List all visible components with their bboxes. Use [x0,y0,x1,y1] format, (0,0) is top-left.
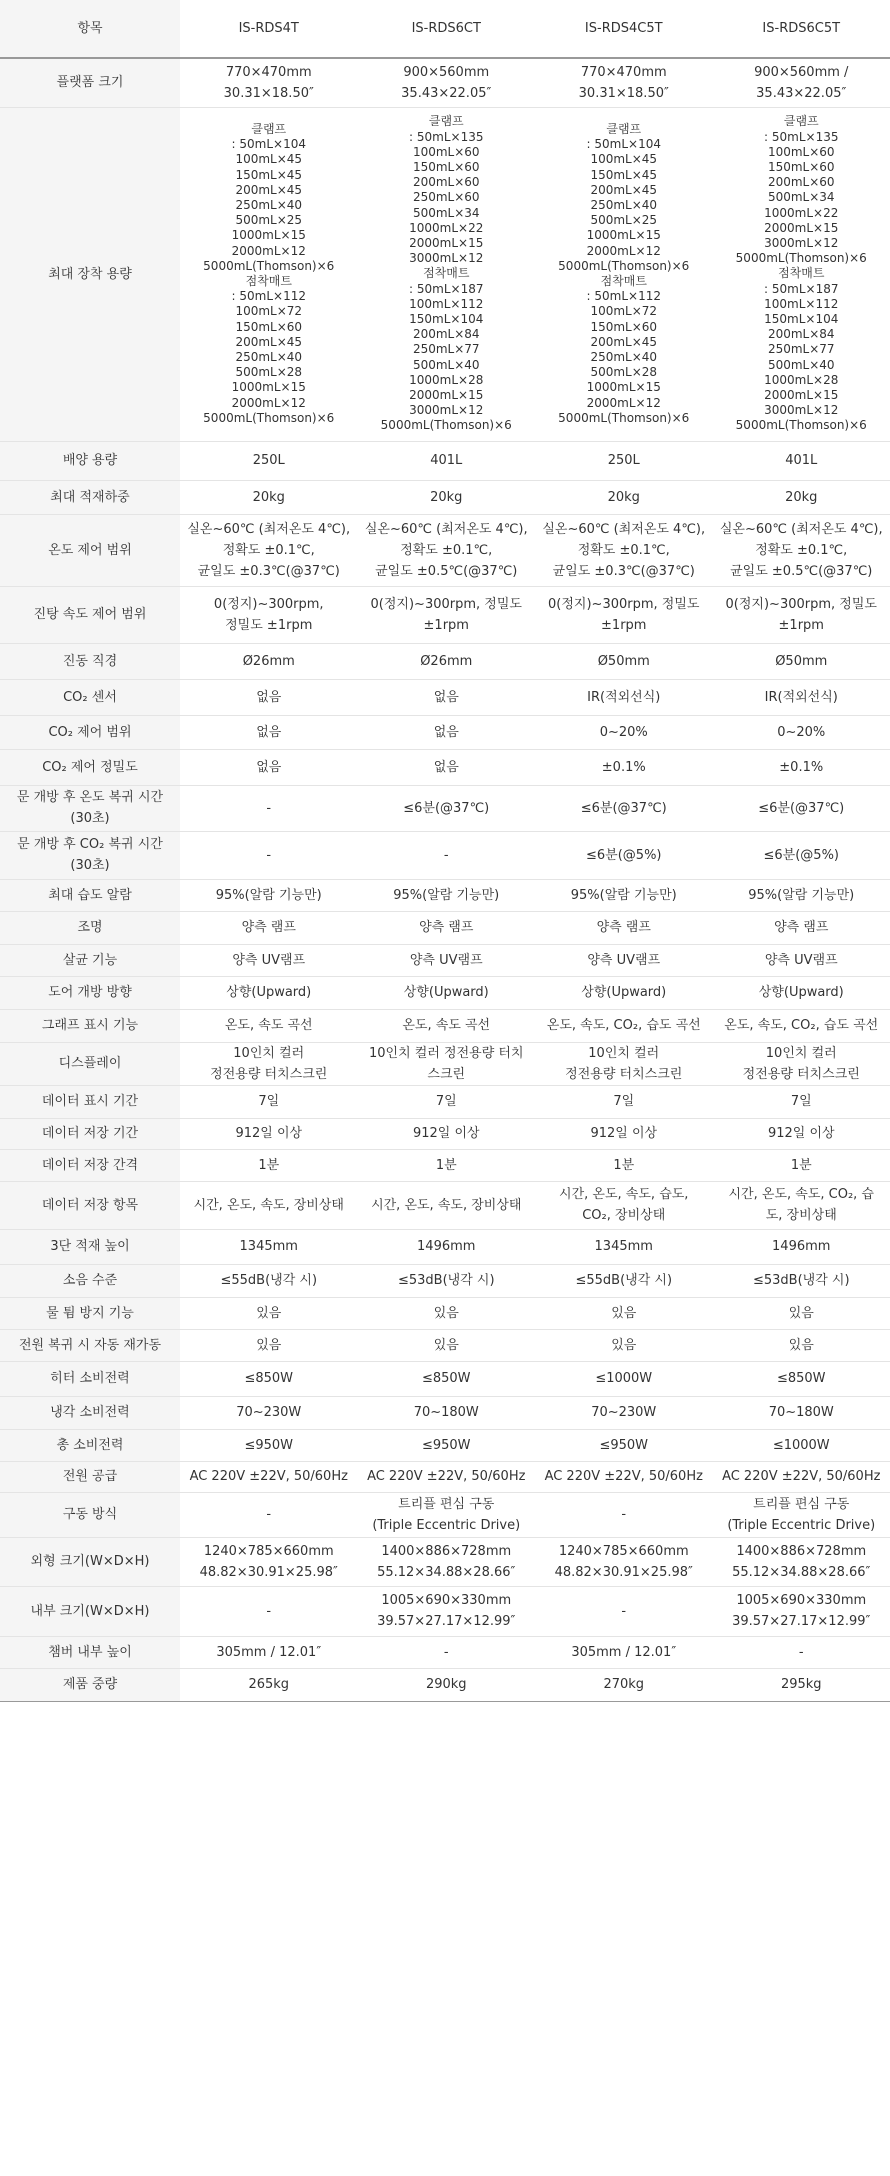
spec-value-cell: 20kg [713,480,890,514]
model-header: IS-RDS4T [180,0,358,58]
spec-value-cell: 있음 [180,1329,358,1361]
spec-value-cell: ±0.1% [535,749,713,785]
spec-value-cell: 295kg [713,1668,890,1701]
spec-value-cell: 클램프 : 50mL×104 100mL×45 150mL×45 200mL×45 250mL×40 500mL×25 1000mL×15 2000mL×12 5000mL(Thomson)×6 점착매트 : 50mL×112 100mL×72 150mL×60 200mL×45 250mL×40 500mL×28 1000mL×15 2000mL×12 5000mL(Thomson)×6 [535,107,713,441]
row-label: 최대 장착 용량 [0,107,180,441]
spec-value-cell: 1496mm [713,1229,890,1264]
spec-value-cell: AC 220V ±22V, 50/60Hz [358,1461,536,1492]
spec-value-cell: 912일 이상 [358,1118,536,1149]
row-label: 제품 중량 [0,1668,180,1701]
spec-value-cell: 265kg [180,1668,358,1701]
table-row [0,715,890,749]
spec-value-cell: Ø26mm [358,643,536,679]
row-label: 조명 [0,911,180,944]
spec-value-cell: 7일 [713,1085,890,1118]
spec-value-cell: 실온~60℃ (최저온도 4℃), 정확도 ±0.1℃, 균일도 ±0.5℃(@37℃) [358,514,536,586]
spec-value-cell: Ø50mm [535,643,713,679]
table-row [0,1009,890,1042]
spec-value-cell: - [535,1492,713,1537]
table-row [0,1118,890,1149]
spec-value-cell: ≤6분(@37℃) [358,785,536,831]
spec-value-cell: AC 220V ±22V, 50/60Hz [180,1461,358,1492]
spec-value-cell: 770×470mm 30.31×18.50″ [535,58,713,107]
table-row [0,643,890,679]
header-row [0,0,890,58]
spec-value-cell: 20kg [180,480,358,514]
spec-value-cell: 1345mm [535,1229,713,1264]
spec-value-cell: 7일 [535,1085,713,1118]
row-label: 챔버 내부 높이 [0,1636,180,1668]
table-row [0,1264,890,1297]
spec-value-cell: - [535,1586,713,1636]
spec-value-cell: ≤1000W [713,1429,890,1461]
spec-value-cell: 있음 [180,1297,358,1329]
spec-value-cell: 1005×690×330mm 39.57×27.17×12.99″ [358,1586,536,1636]
spec-value-cell: 온도, 속도 곡선 [358,1009,536,1042]
row-label: 문 개방 후 온도 복귀 시간 (30초) [0,785,180,831]
spec-value-cell: - [180,831,358,879]
spec-value-cell: - [713,1636,890,1668]
spec-value-cell: Ø50mm [713,643,890,679]
spec-value-cell: - [180,1586,358,1636]
spec-value-cell: 양측 램프 [358,911,536,944]
model-header: IS-RDS6CT [358,0,536,58]
spec-value-cell: ≤53dB(냉각 시) [713,1264,890,1297]
spec-value-cell: 250L [180,441,358,480]
spec-value-cell: ≤850W [180,1361,358,1396]
model-header: IS-RDS6C5T [713,0,890,58]
table-row [0,679,890,715]
table-row [0,1668,890,1701]
spec-value-cell: 0~20% [535,715,713,749]
spec-value-cell: 0(정지)~300rpm, 정밀도 ±1rpm [535,586,713,643]
spec-value-cell: 10인치 컬러 정전용량 터치스크린 [180,1042,358,1085]
spec-value-cell: ±0.1% [713,749,890,785]
table-row [0,1492,890,1537]
table-row [0,1586,890,1636]
spec-value-cell: ≤6분(@5%) [713,831,890,879]
spec-value-cell: 1345mm [180,1229,358,1264]
spec-value-cell: - [358,1636,536,1668]
spec-value-cell: ≤1000W [535,1361,713,1396]
spec-value-cell: 1분 [358,1149,536,1181]
table-row [0,586,890,643]
spec-value-cell: 95%(알람 기능만) [180,879,358,911]
table-row [0,58,890,107]
spec-value-cell: 실온~60℃ (최저온도 4℃), 정확도 ±0.1℃, 균일도 ±0.5℃(@37℃) [713,514,890,586]
spec-value-cell: 95%(알람 기능만) [713,879,890,911]
spec-value-cell: 양측 UV램프 [535,944,713,976]
spec-value-cell: 있음 [535,1297,713,1329]
table-row [0,441,890,480]
table-row [0,514,890,586]
spec-value-cell: 시간, 온도, 속도, 장비상태 [180,1181,358,1229]
spec-value-cell: 401L [358,441,536,480]
spec-value-cell: ≤850W [713,1361,890,1396]
row-label: CO₂ 센서 [0,679,180,715]
spec-value-cell: 0~20% [713,715,890,749]
spec-value-cell: 시간, 온도, 속도, CO₂, 습 도, 장비상태 [713,1181,890,1229]
row-label: CO₂ 제어 정밀도 [0,749,180,785]
spec-value-cell: 양측 램프 [713,911,890,944]
spec-value-cell: 있음 [358,1329,536,1361]
row-label: 진탕 속도 제어 범위 [0,586,180,643]
spec-value-cell: 1400×886×728mm 55.12×34.88×28.66″ [713,1537,890,1586]
table-row [0,1429,890,1461]
row-label: 플랫폼 크기 [0,58,180,107]
spec-value-cell: - [180,1492,358,1537]
table-row [0,1297,890,1329]
spec-value-cell: 900×560mm / 35.43×22.05″ [713,58,890,107]
table-row [0,879,890,911]
spec-value-cell: 온도, 속도, CO₂, 습도 곡선 [535,1009,713,1042]
row-label: 도어 개방 방향 [0,976,180,1009]
spec-value-cell: 250L [535,441,713,480]
row-label: 데이터 표시 기간 [0,1085,180,1118]
spec-value-cell: ≤55dB(냉각 시) [180,1264,358,1297]
spec-value-cell: 1005×690×330mm 39.57×27.17×12.99″ [713,1586,890,1636]
row-label: 총 소비전력 [0,1429,180,1461]
row-label: 문 개방 후 CO₂ 복귀 시간 (30초) [0,831,180,879]
table-row [0,944,890,976]
table-row [0,1361,890,1396]
spec-value-cell: 트리플 편심 구동 (Triple Eccentric Drive) [358,1492,536,1537]
spec-value-cell: 트리플 편심 구동 (Triple Eccentric Drive) [713,1492,890,1537]
row-label: 진동 직경 [0,643,180,679]
spec-value-cell: AC 220V ±22V, 50/60Hz [535,1461,713,1492]
spec-value-cell: 클램프 : 50mL×135 100mL×60 150mL×60 200mL×60 500mL×34 1000mL×22 2000mL×15 3000mL×12 5000mL(Thomson)×6 점착매트 : 50mL×187 100mL×112 150mL×104 200mL×84 250mL×77 500mL×40 1000mL×28 2000mL×15 3000mL×12 5000mL(Thomson)×6 [713,107,890,441]
table-row [0,1229,890,1264]
spec-value-cell: 클램프 : 50mL×104 100mL×45 150mL×45 200mL×45 250mL×40 500mL×25 1000mL×15 2000mL×12 5000mL(Thomson)×6 점착매트 : 50mL×112 100mL×72 150mL×60 200mL×45 250mL×40 500mL×28 1000mL×15 2000mL×12 5000mL(Thomson)×6 [180,107,358,441]
spec-value-cell: ≤950W [180,1429,358,1461]
spec-value-cell: 클램프 : 50mL×135 100mL×60 150mL×60 200mL×60 250mL×60 500mL×34 1000mL×22 2000mL×15 3000mL×12 점착매트 : 50mL×187 100mL×112 150mL×104 200mL×84 250mL×77 500mL×40 1000mL×28 2000mL×15 3000mL×12 5000mL(Thomson)×6 [358,107,536,441]
spec-value-cell: 온도, 속도, CO₂, 습도 곡선 [713,1009,890,1042]
spec-value-cell: ≤850W [358,1361,536,1396]
spec-value-cell: 70~180W [713,1396,890,1429]
spec-value-cell: IR(적외선식) [713,679,890,715]
spec-value-cell: 70~180W [358,1396,536,1429]
spec-value-cell: 1분 [713,1149,890,1181]
spec-value-cell: 실온~60℃ (최저온도 4℃), 정확도 ±0.1℃, 균일도 ±0.3℃(@37℃) [535,514,713,586]
spec-value-cell: 290kg [358,1668,536,1701]
spec-value-cell: 900×560mm 35.43×22.05″ [358,58,536,107]
spec-value-cell: - [358,831,536,879]
spec-value-cell: 있음 [358,1297,536,1329]
spec-value-cell: 912일 이상 [535,1118,713,1149]
spec-value-cell: 없음 [180,749,358,785]
spec-value-cell: 912일 이상 [180,1118,358,1149]
spec-value-cell: Ø26mm [180,643,358,679]
spec-value-cell: 1분 [535,1149,713,1181]
row-label: 전원 공급 [0,1461,180,1492]
spec-value-cell: 7일 [358,1085,536,1118]
spec-value-cell: 없음 [358,749,536,785]
table-row [0,1636,890,1668]
table-row [0,749,890,785]
table-row [0,107,890,441]
table-row [0,785,890,831]
spec-value-cell: 95%(알람 기능만) [535,879,713,911]
row-label: 물 튐 방지 기능 [0,1297,180,1329]
spec-value-cell: 10인치 컬러 정전용량 터치 스크린 [358,1042,536,1085]
table-row [0,1042,890,1085]
row-label: 디스플레이 [0,1042,180,1085]
table-row [0,831,890,879]
spec-value-cell: 없음 [180,715,358,749]
spec-value-cell: ≤6분(@5%) [535,831,713,879]
spec-value-cell: 7일 [180,1085,358,1118]
table-row [0,1461,890,1492]
row-label: 내부 크기(W×D×H) [0,1586,180,1636]
row-label: 배양 용량 [0,441,180,480]
table-row [0,1149,890,1181]
spec-value-cell: ≤6분(@37℃) [535,785,713,831]
table-row [0,976,890,1009]
spec-value-cell: 0(정지)~300rpm, 정밀도 ±1rpm [358,586,536,643]
row-label: 데이터 저장 간격 [0,1149,180,1181]
spec-table-body [0,58,890,1701]
row-label: 히터 소비전력 [0,1361,180,1396]
spec-value-cell: ≤950W [358,1429,536,1461]
spec-value-cell: - [180,785,358,831]
spec-value-cell: 1240×785×660mm 48.82×30.91×25.98″ [535,1537,713,1586]
spec-value-cell: 1400×886×728mm 55.12×34.88×28.66″ [358,1537,536,1586]
row-label: 외형 크기(W×D×H) [0,1537,180,1586]
row-label: 데이터 저장 기간 [0,1118,180,1149]
spec-value-cell: 270kg [535,1668,713,1701]
spec-value-cell: ≤6분(@37℃) [713,785,890,831]
spec-value-cell: 양측 UV램프 [180,944,358,976]
spec-value-cell: 상향(Upward) [713,976,890,1009]
table-row [0,480,890,514]
table-row [0,1085,890,1118]
spec-value-cell: 1496mm [358,1229,536,1264]
table-row [0,1181,890,1229]
row-label: 온도 제어 범위 [0,514,180,586]
spec-value-cell: 있음 [535,1329,713,1361]
spec-value-cell: 있음 [713,1297,890,1329]
header-label: 항목 [0,0,180,58]
table-row [0,1537,890,1586]
spec-value-cell: ≤53dB(냉각 시) [358,1264,536,1297]
spec-value-cell: 70~230W [535,1396,713,1429]
spec-value-cell: 시간, 온도, 속도, 습도, CO₂, 장비상태 [535,1181,713,1229]
spec-value-cell: AC 220V ±22V, 50/60Hz [713,1461,890,1492]
spec-value-cell: 401L [713,441,890,480]
spec-value-cell: 1분 [180,1149,358,1181]
spec-value-cell: 1240×785×660mm 48.82×30.91×25.98″ [180,1537,358,1586]
spec-value-cell: 0(정지)~300rpm, 정밀도 ±1rpm [713,586,890,643]
spec-value-cell: 실온~60℃ (최저온도 4℃), 정확도 ±0.1℃, 균일도 ±0.3℃(@37℃) [180,514,358,586]
spec-value-cell: 305mm / 12.01″ [180,1636,358,1668]
spec-value-cell: 10인치 컬러 정전용량 터치스크린 [713,1042,890,1085]
spec-value-cell: 10인치 컬러 정전용량 터치스크린 [535,1042,713,1085]
spec-value-cell: 시간, 온도, 속도, 장비상태 [358,1181,536,1229]
spec-value-cell: 상향(Upward) [180,976,358,1009]
row-label: 최대 습도 알람 [0,879,180,911]
row-label: 그래프 표시 기능 [0,1009,180,1042]
spec-value-cell: ≤950W [535,1429,713,1461]
spec-value-cell: 305mm / 12.01″ [535,1636,713,1668]
spec-value-cell: 양측 UV램프 [713,944,890,976]
row-label: 3단 적재 높이 [0,1229,180,1264]
row-label: 살균 기능 [0,944,180,976]
spec-value-cell: 상향(Upward) [358,976,536,1009]
row-label: 소음 수준 [0,1264,180,1297]
spec-value-cell: 있음 [713,1329,890,1361]
spec-value-cell: 상향(Upward) [535,976,713,1009]
row-label: 데이터 저장 항목 [0,1181,180,1229]
row-label: 구동 방식 [0,1492,180,1537]
spec-value-cell: 양측 램프 [180,911,358,944]
spec-value-cell: 양측 램프 [535,911,713,944]
spec-value-cell: ≤55dB(냉각 시) [535,1264,713,1297]
spec-value-cell: 20kg [535,480,713,514]
table-row [0,911,890,944]
row-label: 최대 적재하중 [0,480,180,514]
spec-value-cell: 912일 이상 [713,1118,890,1149]
spec-value-cell: 양측 UV램프 [358,944,536,976]
spec-value-cell: 없음 [358,715,536,749]
row-label: 냉각 소비전력 [0,1396,180,1429]
spec-value-cell: 0(정지)~300rpm, 정밀도 ±1rpm [180,586,358,643]
table-row [0,1396,890,1429]
table-row [0,1329,890,1361]
spec-value-cell: 70~230W [180,1396,358,1429]
spec-value-cell: IR(적외선식) [535,679,713,715]
spec-value-cell: 온도, 속도 곡선 [180,1009,358,1042]
row-label: CO₂ 제어 범위 [0,715,180,749]
spec-value-cell: 20kg [358,480,536,514]
model-header: IS-RDS4C5T [535,0,713,58]
spec-value-cell: 없음 [358,679,536,715]
spec-value-cell: 770×470mm 30.31×18.50″ [180,58,358,107]
spec-value-cell: 95%(알람 기능만) [358,879,536,911]
row-label: 전원 복귀 시 자동 재가동 [0,1329,180,1361]
spec-value-cell: 없음 [180,679,358,715]
